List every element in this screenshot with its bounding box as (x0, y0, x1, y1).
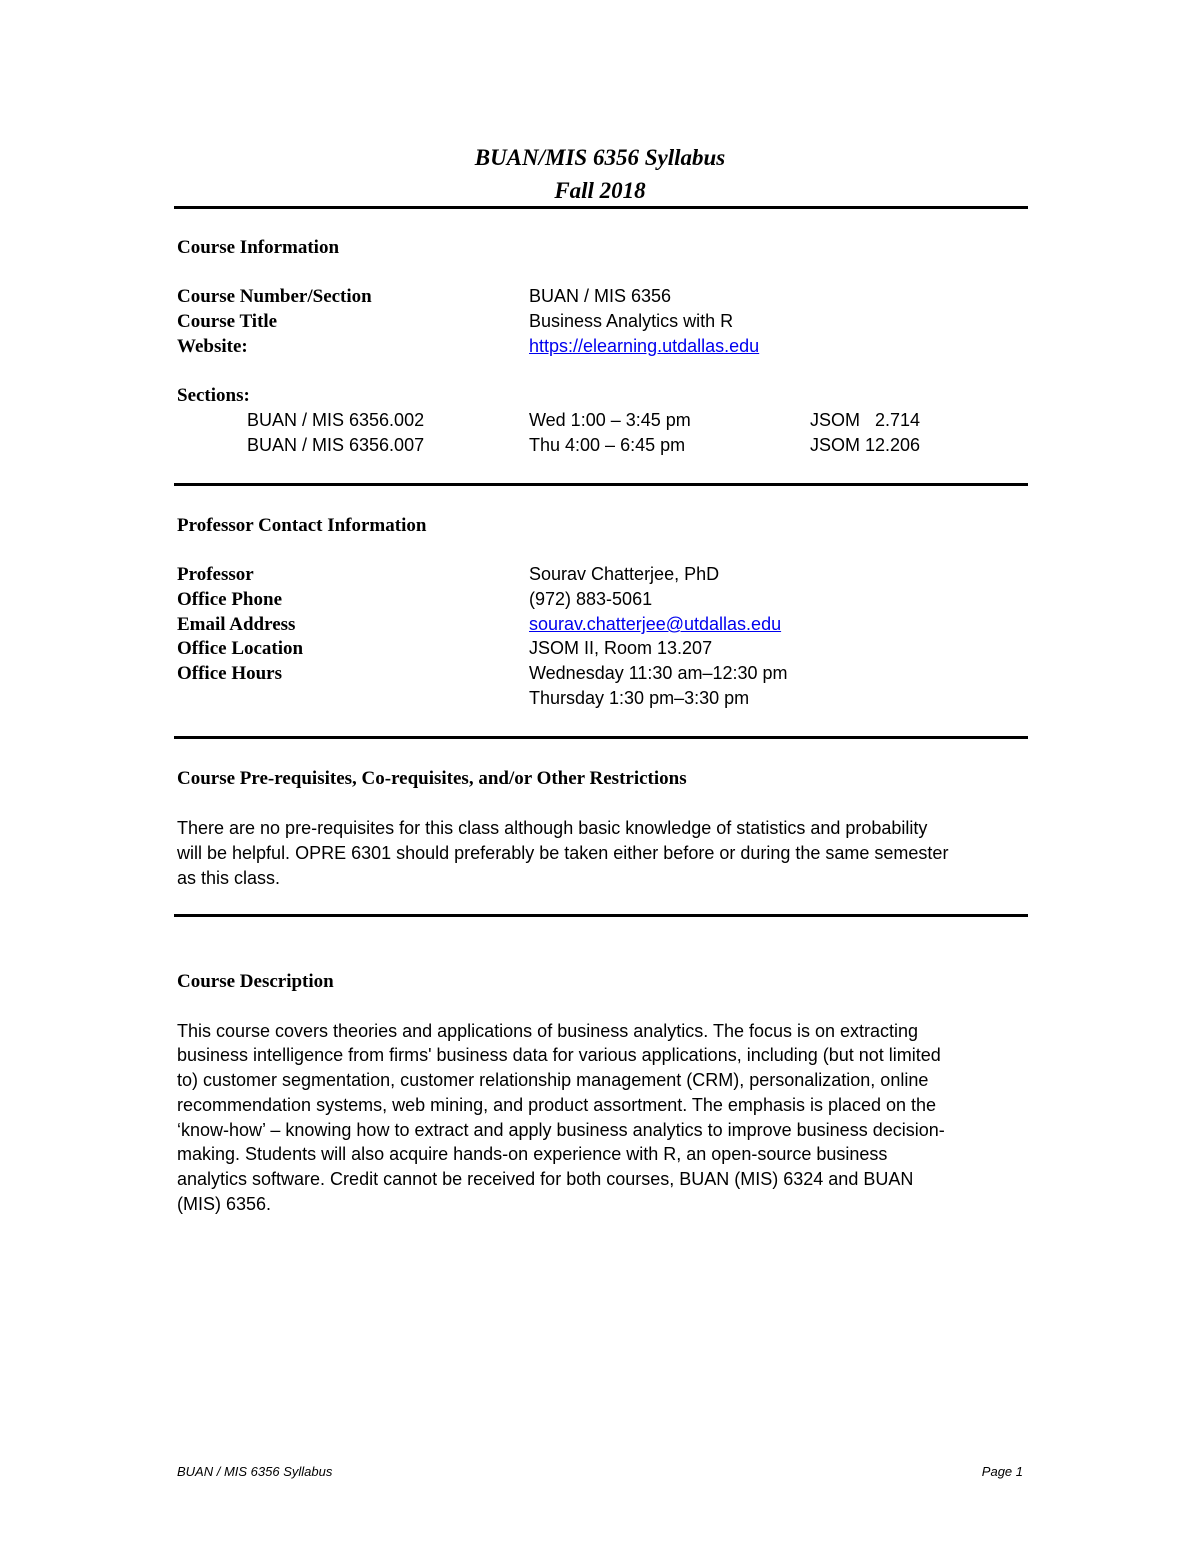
description-line: recommendation systems, web mining, and product assortment. The emphasis is placed on the (177, 1095, 937, 1115)
description-line: analytics software. Credit cannot be received for both courses, BUAN (MIS) 6324 and BUAN (177, 1169, 914, 1189)
prereqs-line: There are no pre-requisites for this class although basic knowledge of statistics and probability (177, 818, 928, 838)
page-subtitle: Fall 2018 (554, 178, 646, 203)
office-hours-label: Office Hours (177, 663, 283, 684)
course-number-value: BUAN / MIS 6356 (529, 286, 672, 306)
divider (174, 736, 1028, 739)
office-hours-value: Wednesday 11:30 am–12:30 pm (529, 663, 788, 683)
description-line: This course covers theories and applications of business analytics. The focus is on extracting (177, 1021, 919, 1041)
course-title-label: Course Title (177, 311, 278, 332)
description-heading: Course Description (177, 971, 334, 992)
footer-title: BUAN / MIS 6356 Syllabus (177, 1464, 333, 1479)
section-code: BUAN / MIS 6356.007 (247, 435, 425, 455)
website-link[interactable]: https://elearning.utdallas.edu (529, 336, 760, 356)
professor-label: Professor (177, 564, 254, 585)
page-number: Page 1 (981, 1464, 1023, 1479)
description-line: ‘know-how’ – knowing how to extract and apply business analytics to improve business decision- (177, 1120, 945, 1140)
divider (174, 206, 1028, 209)
office-phone-label: Office Phone (177, 589, 283, 610)
description-line: making. Students will also acquire hands-on experience with R, an open-source business (177, 1144, 888, 1164)
professor-heading: Professor Contact Information (177, 515, 427, 536)
course-info-heading: Course Information (177, 237, 340, 258)
prereqs-heading: Course Pre-requisites, Co-requisites, and/or Other Restrictions (177, 768, 687, 789)
office-location-label: Office Location (177, 638, 304, 659)
course-title-value: Business Analytics with R (529, 311, 734, 331)
divider (174, 483, 1028, 486)
divider (174, 914, 1028, 917)
section-time: Wed 1:00 – 3:45 pm (529, 410, 691, 430)
description-line: to) customer segmentation, customer relationship management (CRM), personalization, online (177, 1070, 929, 1090)
section-time: Thu 4:00 – 6:45 pm (529, 435, 686, 455)
prereqs-line: as this class. (177, 868, 281, 888)
email-link[interactable]: sourav.chatterjee@utdallas.edu (529, 614, 782, 634)
course-number-label: Course Number/Section (177, 286, 372, 307)
office-phone-value: (972) 883-5061 (529, 589, 653, 609)
office-location-value: JSOM II, Room 13.207 (529, 638, 713, 658)
office-hours-value-2: Thursday 1:30 pm–3:30 pm (529, 688, 750, 708)
email-label: Email Address (177, 614, 296, 635)
website-label: Website: (177, 336, 248, 357)
prereqs-line: will be helpful. OPRE 6301 should preferably be taken either before or during the same semester (177, 843, 949, 863)
section-room: JSOM 2.714 (810, 410, 921, 430)
page-title: BUAN/MIS 6356 Syllabus (474, 145, 726, 170)
description-line: (MIS) 6356. (177, 1194, 272, 1214)
section-code: BUAN / MIS 6356.002 (247, 410, 425, 430)
description-line: business intelligence from firms' business data for various applications, including (but not limited (177, 1045, 941, 1065)
professor-name: Sourav Chatterjee, PhD (529, 564, 720, 584)
sections-label: Sections: (177, 385, 250, 406)
section-room: JSOM 12.206 (810, 435, 921, 455)
